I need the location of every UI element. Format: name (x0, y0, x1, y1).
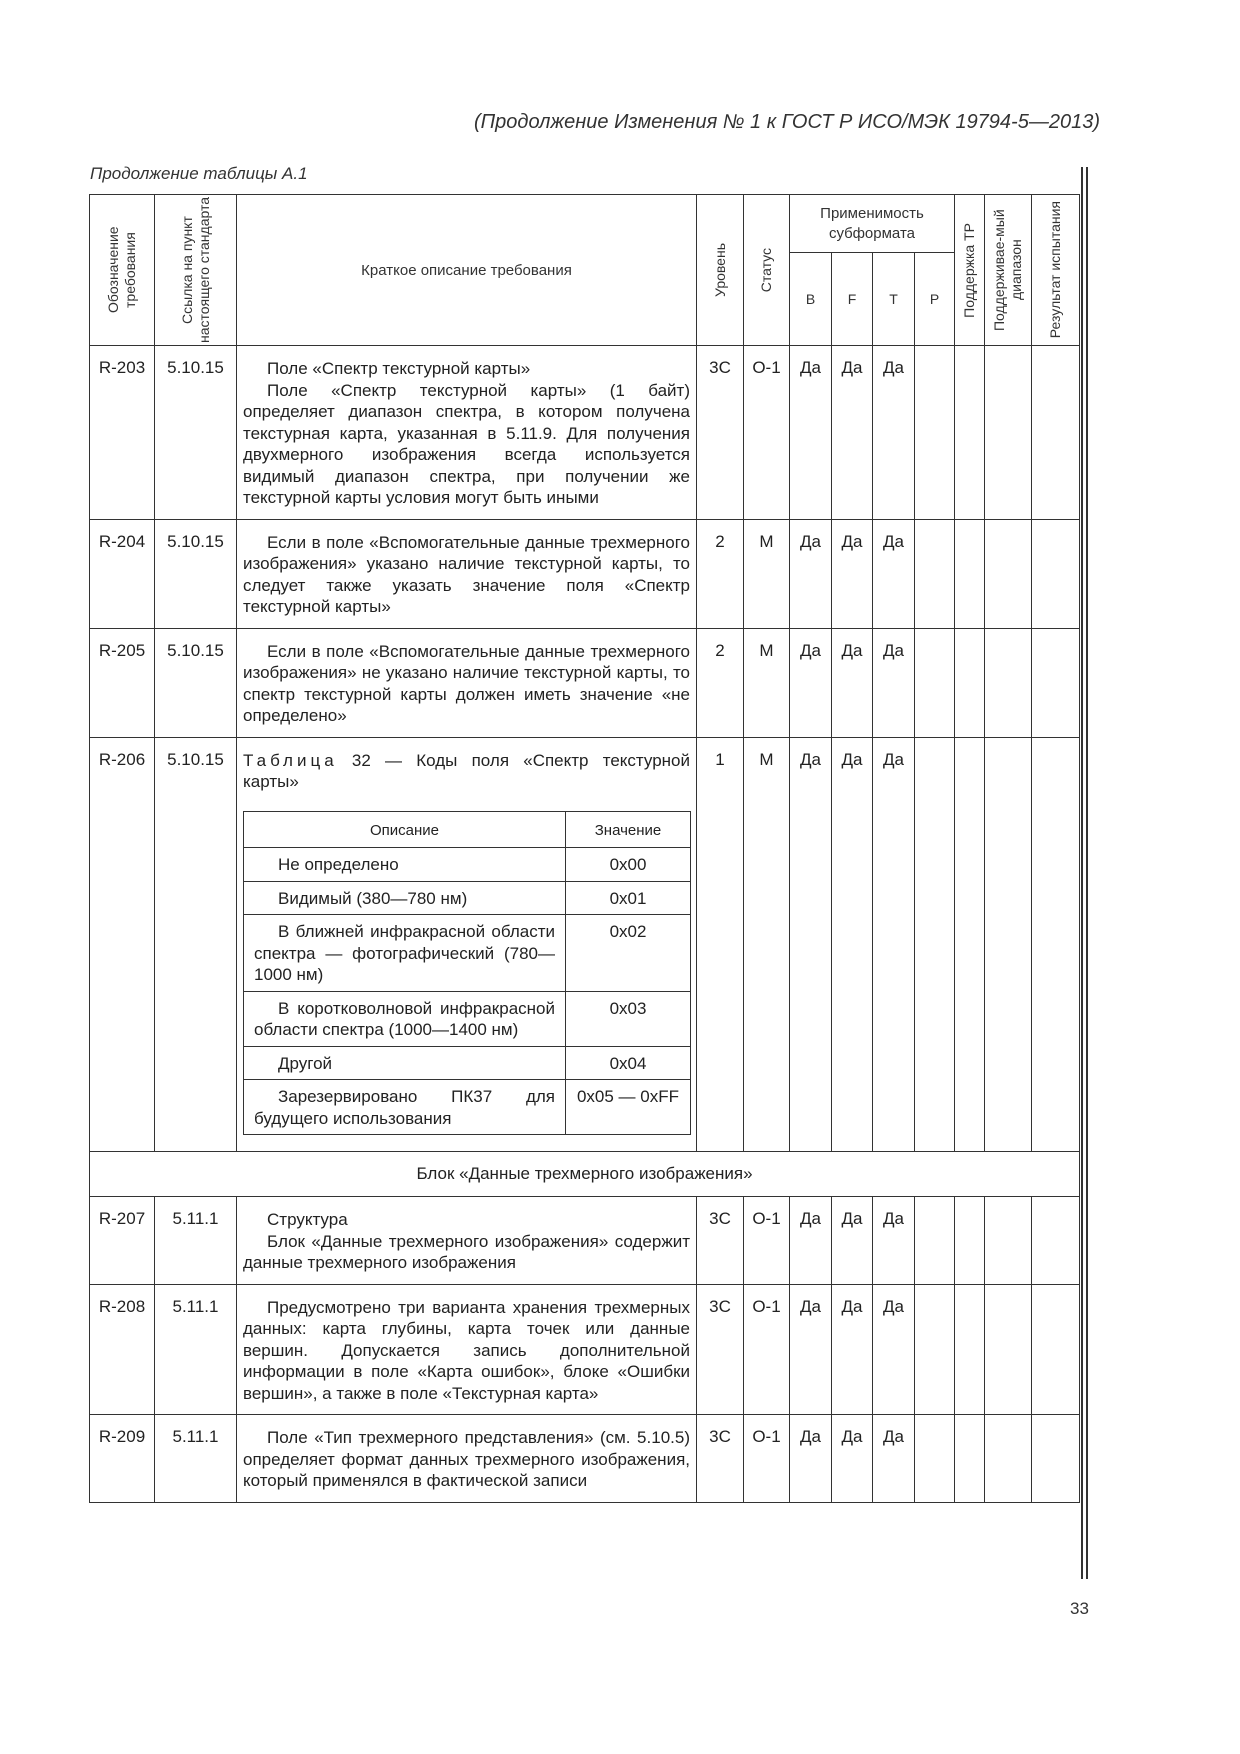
test-result-cell (1032, 1415, 1080, 1503)
sub-p-value (915, 346, 955, 520)
tr-support-cell (955, 737, 985, 1152)
req-status: M (744, 519, 790, 628)
header-test-result: Результат испытания (1032, 195, 1080, 346)
req-description: Поле «Спектр текстурной карты» Поле «Спектр текстурной карты» (1 байт) определяет диапазон спектра, в котором получена текстурная карта, указанная в 5.11.9. Для получения двухмерного изображения всегда используется видимый диапазон спектра, при получении же текстурной карты условия могут быть иными (237, 346, 697, 520)
supported-range-cell (985, 737, 1032, 1152)
req-description: Если в поле «Вспомогательные данные трехмерного изображения» не указано наличие текстурной карты, то спектр текстурной карты должен иметь значение «не определено» (237, 628, 697, 737)
supported-range-cell (985, 1197, 1032, 1285)
code-description: Не определено (244, 848, 566, 882)
table-row (90, 628, 1080, 737)
header-tr-support: Поддержка ТР (955, 195, 985, 346)
code-value: 0x01 (566, 881, 691, 915)
tr-support-cell (955, 628, 985, 737)
test-result-cell (1032, 1197, 1080, 1285)
req-level: 2 (697, 519, 744, 628)
req-level: 3C (697, 1415, 744, 1503)
sub-b-value: Да (790, 346, 832, 520)
header-sub-p: P (915, 253, 955, 346)
req-id: R-209 (90, 1415, 155, 1503)
sub-t-value: Да (873, 628, 915, 737)
running-head: (Продолжение Изменения № 1 к ГОСТ Р ИСО/МЭК 19794-5—2013) (473, 111, 1100, 133)
table-row (90, 1284, 1080, 1415)
sub-p-value (915, 628, 955, 737)
tr-support-cell (955, 1415, 985, 1503)
req-status: O-1 (744, 346, 790, 520)
header-level: Уровень (697, 195, 744, 346)
header-status: Статус (744, 195, 790, 346)
sub-t-value: Да (873, 737, 915, 1152)
tr-support-cell (955, 1284, 985, 1415)
req-id: R-204 (90, 519, 155, 628)
req-status: O-1 (744, 1197, 790, 1285)
sub-f-value: Да (832, 346, 873, 520)
sub-p-value (915, 737, 955, 1152)
inner-table-row (244, 848, 691, 882)
code-description: Видимый (380—780 нм) (244, 881, 566, 915)
inner-table-row (244, 991, 691, 1046)
sub-b-value: Да (790, 737, 832, 1152)
sub-f-value: Да (832, 1284, 873, 1415)
req-ref: 5.10.15 (155, 737, 237, 1152)
req-status: O-1 (744, 1284, 790, 1415)
req-ref: 5.11.1 (155, 1284, 237, 1415)
inner-header-value: Значение (566, 811, 691, 848)
header-applicability: Применимость субформата (790, 195, 955, 253)
tr-support-cell (955, 1197, 985, 1285)
header-sub-t: T (873, 253, 915, 346)
test-result-cell (1032, 737, 1080, 1152)
inner-table-row (244, 881, 691, 915)
sub-t-value: Да (873, 519, 915, 628)
sub-f-value: Да (832, 628, 873, 737)
req-status: O-1 (744, 1415, 790, 1503)
sub-b-value: Да (790, 1197, 832, 1285)
test-result-cell (1032, 628, 1080, 737)
sub-p-value (915, 1415, 955, 1503)
supported-range-cell (985, 1284, 1032, 1415)
requirements-table (89, 194, 1080, 1503)
supported-range-cell (985, 346, 1032, 520)
inner-table-row (244, 1046, 691, 1080)
sub-p-value (915, 1284, 955, 1415)
header-sub-f: F (832, 253, 873, 346)
code-value: 0x04 (566, 1046, 691, 1080)
test-result-cell (1032, 346, 1080, 520)
test-result-cell (1032, 519, 1080, 628)
req-ref: 5.10.15 (155, 519, 237, 628)
sub-b-value: Да (790, 628, 832, 737)
table-row (90, 1197, 1080, 1285)
header-description: Краткое описание требования (237, 195, 697, 346)
code-value: 0x05 — 0xFF (566, 1080, 691, 1135)
sub-b-value: Да (790, 1284, 832, 1415)
sub-f-value: Да (832, 1197, 873, 1285)
inner-table-caption: Таблица 32 — Коды поля «Спектр текстурной карты» (243, 750, 690, 791)
code-description: Другой (244, 1046, 566, 1080)
tr-support-cell (955, 519, 985, 628)
req-description: Предусмотрено три варианта хранения трехмерных данных: карта глубины, карта точек или данные вершин. Допускается запись дополнительной информации в поле «Карта ошибок», блоке «Ошибки вершин», а также в поле «Текстурная карта» (237, 1284, 697, 1415)
code-value: 0x00 (566, 848, 691, 882)
table-row (90, 737, 1080, 1152)
header-designation: Обозначение требования (90, 195, 155, 346)
req-level: 1 (697, 737, 744, 1152)
req-level: 2 (697, 628, 744, 737)
sub-t-value: Да (873, 346, 915, 520)
req-description: Структура Блок «Данные трехмерного изображения» содержит данные трехмерного изображения (237, 1197, 697, 1285)
section-title: Блок «Данные трехмерного изображения» (90, 1152, 1080, 1197)
sub-b-value: Да (790, 519, 832, 628)
code-description: В коротковолновой инфракрасной области спектра (1000—1400 нм) (244, 991, 566, 1046)
sub-t-value: Да (873, 1197, 915, 1285)
spectrum-codes-table (243, 811, 691, 1136)
tr-support-cell (955, 346, 985, 520)
code-value: 0x03 (566, 991, 691, 1046)
code-value: 0x02 (566, 915, 691, 992)
req-id: R-208 (90, 1284, 155, 1415)
sub-f-value: Да (832, 1415, 873, 1503)
sub-t-value: Да (873, 1284, 915, 1415)
sub-b-value: Да (790, 1415, 832, 1503)
req-level: 3C (697, 346, 744, 520)
inner-table-row (244, 1080, 691, 1135)
req-ref: 5.10.15 (155, 628, 237, 737)
margin-rule (1081, 167, 1083, 1579)
req-status: M (744, 737, 790, 1152)
code-description: В ближней инфракрасной области спектра — фотографический (780—1000 нм) (244, 915, 566, 992)
code-description: Зарезервировано ПК37 для будущего использования (244, 1080, 566, 1135)
header-sub-b: B (790, 253, 832, 346)
req-id: R-207 (90, 1197, 155, 1285)
section-row (90, 1152, 1080, 1197)
header-supported-range: Поддерживае-мый диапазон (985, 195, 1032, 346)
sub-f-value: Да (832, 737, 873, 1152)
req-id: R-205 (90, 628, 155, 737)
margin-rule (1086, 167, 1088, 1579)
sub-p-value (915, 1197, 955, 1285)
req-description: Поле «Тип трехмерного представления» (см. 5.10.5) определяет формат данных трехмерного изображения, который применялся в фактической записи (237, 1415, 697, 1503)
req-level: 3C (697, 1284, 744, 1415)
continuation-label: Продолжение таблицы А.1 (90, 164, 308, 183)
supported-range-cell (985, 628, 1032, 737)
table-row (90, 519, 1080, 628)
req-description (237, 737, 697, 1152)
inner-table-row (244, 915, 691, 992)
sub-p-value (915, 519, 955, 628)
req-id: R-203 (90, 346, 155, 520)
req-ref: 5.10.15 (155, 346, 237, 520)
table-row (90, 346, 1080, 520)
req-ref: 5.11.1 (155, 1415, 237, 1503)
req-level: 3C (697, 1197, 744, 1285)
table-row (90, 1415, 1080, 1503)
sub-f-value: Да (832, 519, 873, 628)
test-result-cell (1032, 1284, 1080, 1415)
inner-header-description: Описание (244, 811, 566, 848)
req-description: Если в поле «Вспомогательные данные трехмерного изображения» указано наличие текстурной карты, то следует также указать значение поля «Спектр текстурной карты» (237, 519, 697, 628)
header-reference: Ссылка на пункт настоящего стандарта (155, 195, 237, 346)
req-ref: 5.11.1 (155, 1197, 237, 1285)
req-status: M (744, 628, 790, 737)
page-number: 33 (1070, 1599, 1089, 1618)
sub-t-value: Да (873, 1415, 915, 1503)
req-id: R-206 (90, 737, 155, 1152)
supported-range-cell (985, 1415, 1032, 1503)
supported-range-cell (985, 519, 1032, 628)
